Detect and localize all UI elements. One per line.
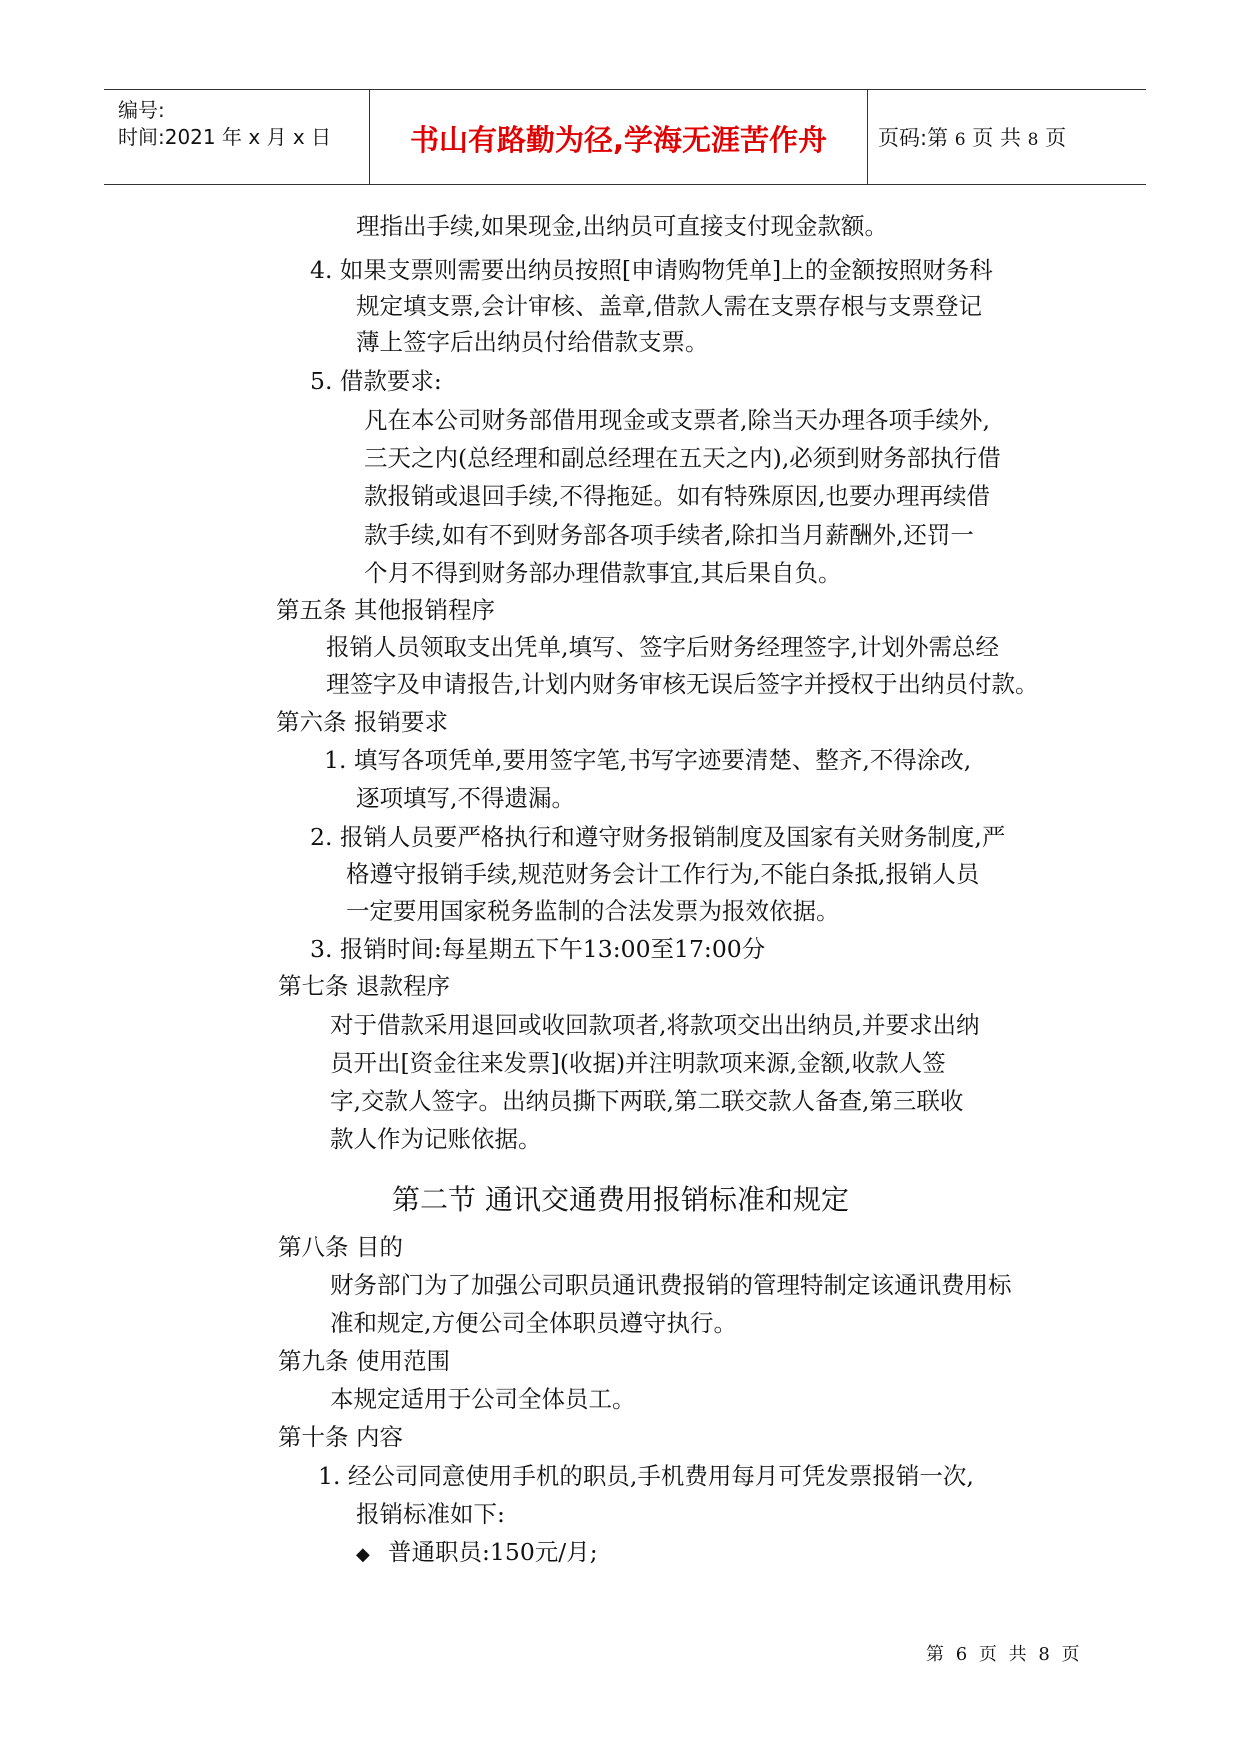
body-line: 财务部门为了加强公司职员通讯费报销的管理特制定该通讯费用标 — [330, 1271, 1012, 1299]
article-heading: 第七条 退款程序 — [278, 972, 450, 1000]
diamond-bullet-icon: ◆ — [356, 1544, 370, 1565]
list-item-5: 5. 借款要求: — [310, 367, 442, 395]
body-line: 格遵守报销手续,规范财务会计工作行为,不能白条抵,报销人员 — [346, 860, 980, 888]
body-line: 款手续,如有不到财务部各项手续者,除扣当月薪酬外,还罚一 — [364, 521, 974, 549]
header-motto: 书山有路勤为径,学海无涯苦作舟 — [409, 123, 828, 157]
document-time-label: 时间:2021 年 x 月 x 日 — [118, 125, 332, 149]
body-line: 报销人员领取支出凭单,填写、签字后财务经理签字,计划外需总经 — [326, 633, 999, 661]
page-mid: 页 共 — [972, 126, 1021, 150]
body-line: 对于借款采用退回或收回款项者,将款项交出出纳员,并要求出纳 — [330, 1011, 980, 1039]
article-heading: 第六条 报销要求 — [276, 708, 448, 736]
body-line: 三天之内(总经理和副总经理在五天之内),必须到财务部执行借 — [364, 444, 1001, 472]
list-item-3: 3. 报销时间:每星期五下午13:00至17:00分 — [310, 935, 766, 963]
body-line: 员开出[资金往来发票](收据)并注明款项来源,金额,收款人签 — [330, 1049, 946, 1077]
body-line: 准和规定,方便公司全体职员遵守执行。 — [330, 1309, 737, 1337]
list-item-2: 2. 报销人员要严格执行和遵守财务报销制度及国家有关财务制度,严 — [310, 823, 1006, 851]
body-line: 理指出手续,如果现金,出纳员可直接支付现金款额。 — [356, 212, 888, 240]
body-line: 一定要用国家税务监制的合法发票为报效依据。 — [346, 897, 840, 925]
article-heading: 第九条 使用范围 — [278, 1347, 450, 1375]
body-line: 款报销或退回手续,不得拖延。如有特殊原因,也要办理再续借 — [364, 482, 990, 510]
body-line: 理签字及申请报告,计划内财务审核无误后签字并授权于出纳员付款。 — [326, 670, 1039, 698]
header-meta — [104, 90, 370, 184]
list-item-1: 1. 经公司同意使用手机的职员,手机费用每月可凭发票报销一次, — [318, 1462, 974, 1490]
article-heading: 第十条 内容 — [278, 1423, 403, 1451]
list-item-1: 1. 填写各项凭单,要用签字笔,书写字迹要清楚、整齐,不得涂改, — [324, 746, 972, 774]
page-prefix: 页码:第 — [878, 126, 949, 150]
page-suffix: 页 — [1045, 126, 1067, 150]
body-line: 凡在本公司财务部借用现金或支票者,除当天办理各项手续外, — [364, 406, 990, 434]
section-title: 第二节 通讯交通费用报销标准和规定 — [392, 1183, 849, 1216]
body-line: 逐项填写,不得遗漏。 — [356, 784, 575, 812]
list-item-bullet: 普通职员:150元/月; — [388, 1538, 598, 1566]
body-line: 个月不得到财务部办理借款事宜,其后果自负。 — [364, 559, 842, 587]
page-footer: 第 6 页 共 8 页 — [926, 1644, 1083, 1665]
document-number-label: 编号: — [118, 98, 165, 122]
body-line: 报销标准如下: — [356, 1500, 505, 1528]
header-page-number — [878, 122, 1066, 152]
header-page-cell — [868, 90, 1146, 184]
body-line: 本规定适用于公司全体员工。 — [330, 1385, 636, 1413]
header-motto-cell — [370, 90, 868, 184]
body-line: 字,交款人签字。出纳员撕下两联,第二联交款人备查,第三联收 — [330, 1087, 964, 1115]
body-line: 款人作为记账依据。 — [330, 1125, 542, 1153]
page-header — [104, 89, 1146, 185]
article-heading: 第五条 其他报销程序 — [276, 596, 495, 624]
body-line: 薄上签字后出纳员付给借款支票。 — [356, 328, 709, 356]
current-page: 6 — [954, 130, 966, 150]
list-item-4: 4. 如果支票则需要出纳员按照[申请购物凭单]上的金额按照财务科 — [310, 256, 993, 284]
body-line: 规定填支票,会计审核、盖章,借款人需在支票存根与支票登记 — [356, 292, 982, 320]
article-heading: 第八条 目的 — [278, 1233, 403, 1261]
total-pages: 8 — [1027, 130, 1039, 150]
